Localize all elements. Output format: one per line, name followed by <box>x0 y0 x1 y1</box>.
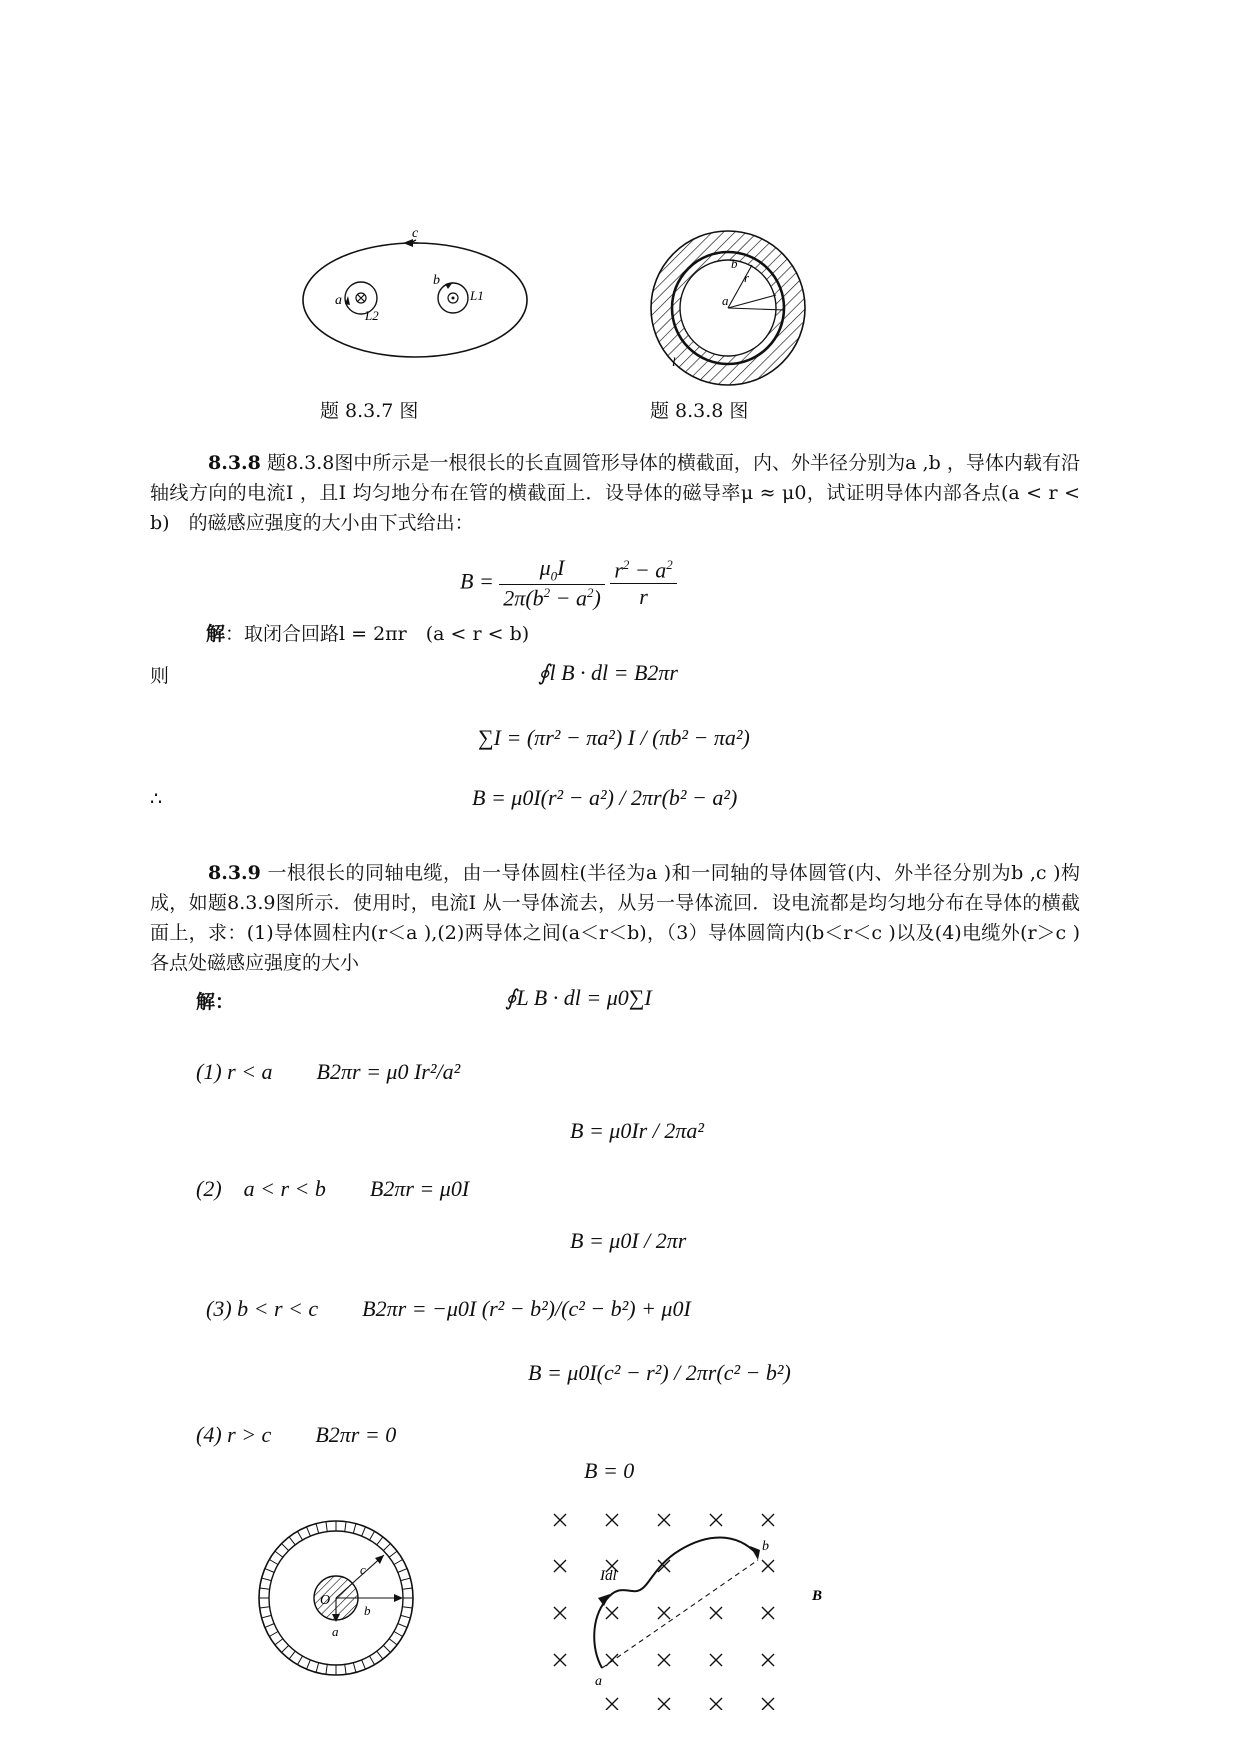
tube-hatch-tick <box>316 1663 319 1673</box>
label-l: l <box>672 354 676 369</box>
field-cross-mark <box>606 1607 618 1619</box>
problem-number: 8.3.9 <box>208 862 261 884</box>
label-b: b <box>731 256 738 271</box>
equation-B-result: B = μ0I(r² − a²) / 2πr(b² − a²) <box>472 785 738 810</box>
field-cross-mark <box>554 1514 566 1526</box>
tube-hatch-tick <box>370 1531 375 1540</box>
label-b: b <box>433 273 440 288</box>
tube-hatch-tick <box>353 1524 356 1534</box>
field-cross-mark <box>606 1698 618 1710</box>
formula-given-B: B = $\frac{\mu_0I}{2\pi(b^2 - a^2)}$ $\frac{r^2 - a^2}{r}$ <box>460 555 677 612</box>
tube-hatch-tick <box>282 1645 289 1652</box>
label-O: O <box>320 1593 331 1608</box>
tube-hatch-tick <box>289 1537 295 1545</box>
label-L1: L1 <box>470 288 484 303</box>
field-cross-mark <box>710 1654 722 1666</box>
tube-hatch-tick <box>389 1551 397 1557</box>
tube-hatch-tick <box>289 1651 295 1659</box>
tube-hatch-tick <box>383 1544 390 1551</box>
label-a: a <box>595 1674 602 1689</box>
tube-hatch-tick <box>402 1588 412 1589</box>
solution-8-3-8: 解：取闭合回路l = 2πr (a < r < b) <box>206 623 530 645</box>
field-cross-mark <box>554 1560 566 1572</box>
tube-hatch-tick <box>401 1615 411 1618</box>
tube-hatch-tick <box>394 1632 403 1637</box>
field-cross-mark <box>658 1654 670 1666</box>
figure-8-3-9 <box>256 1518 416 1678</box>
tube-hatch-tick <box>275 1639 283 1645</box>
label-Idl: Idl <box>600 1568 617 1584</box>
equation-ampere-law: ∮L B · dl = μ0∑I <box>505 985 652 1010</box>
field-cross-mark <box>658 1514 670 1526</box>
tube-hatch-tick <box>383 1645 390 1652</box>
field-cross-mark <box>762 1607 774 1619</box>
field-cross-mark <box>710 1607 722 1619</box>
tube-hatch-tick <box>402 1607 412 1608</box>
field-cross-mark <box>710 1698 722 1710</box>
field-cross-mark <box>554 1607 566 1619</box>
field-cross-mark <box>762 1560 774 1572</box>
case-2: (2) a < r < b B2πr = μ0I <box>196 1176 470 1201</box>
label-a: a <box>332 1624 339 1639</box>
tube-hatch-tick <box>269 1560 278 1565</box>
label-r: r <box>744 270 750 285</box>
tube-hatch-tick <box>262 1615 272 1618</box>
tube-hatch-tick <box>307 1660 311 1669</box>
field-cross-mark <box>762 1698 774 1710</box>
tube-hatch-tick <box>401 1578 411 1581</box>
case-3: (3) b < r < c B2πr = −μ0I (r² − b²)/(c² − b²) + μ0I <box>206 1296 691 1321</box>
tube-hatch-tick <box>269 1632 278 1637</box>
problem-number: 8.3.8 <box>208 452 261 474</box>
label-c: c <box>412 230 419 241</box>
tube-hatch-tick <box>398 1569 407 1573</box>
label-a: a <box>722 293 729 308</box>
tube-hatch-tick <box>398 1624 407 1628</box>
caption-fig-8-3-8: 题 8.3.8 图 <box>650 400 749 422</box>
solution-8-3-9-label: 解： <box>196 991 235 1013</box>
tube-hatch-tick <box>275 1551 283 1557</box>
figure-8-3-8 <box>648 228 808 388</box>
tube-hatch-tick <box>265 1569 274 1573</box>
field-cross-mark <box>710 1514 722 1526</box>
problem-8-3-9-text <box>150 858 1080 978</box>
tube-hatch-tick <box>362 1660 366 1669</box>
tube-hatch-tick <box>389 1639 397 1645</box>
field-cross-mark <box>658 1698 670 1710</box>
field-cross-mark <box>658 1607 670 1619</box>
problem-statement: 题8.3.8图中所示是一根很长的长直圆管形导体的横截面，内、外半径分别为a ,b ，导体内载有沿轴线方向的电流I ，且I 均匀地分布在管的横截面上．设导体的磁导率μ ≈ μ0，试证明导体内部各点(a < r < b) 的磁感应强度的大小由下式给出： <box>150 452 1080 534</box>
tube-hatch-tick <box>326 1664 327 1674</box>
field-cross-mark <box>606 1654 618 1666</box>
case-1-result: B = μ0Ir / 2πa² <box>570 1118 704 1143</box>
label-b: b <box>364 1603 371 1618</box>
tube-hatch-tick <box>262 1578 272 1581</box>
tube-hatch-tick <box>345 1522 346 1532</box>
label-c: c <box>360 1562 366 1577</box>
tube-hatch-tick <box>353 1663 356 1673</box>
tube-hatch-tick <box>260 1607 270 1608</box>
case-4-result: B = 0 <box>584 1458 635 1483</box>
tube-hatch-tick <box>326 1522 327 1532</box>
tube-hatch-tick <box>260 1588 270 1589</box>
case-3-result: B = μ0I(c² − r²) / 2πr(c² − b²) <box>528 1360 791 1385</box>
case-2-result: B = μ0I / 2πr <box>570 1228 687 1253</box>
equation-sum-current: ∑I = (πr² − πa²) I / (πb² − πa²) <box>478 725 750 750</box>
figure-field-wire <box>540 1500 840 1710</box>
case-1: (1) r < a B2πr = μ0 Ir²/a² <box>196 1059 461 1084</box>
tube-hatch-tick <box>370 1656 375 1665</box>
label-a: a <box>335 293 342 308</box>
tube-hatch-tick <box>362 1527 366 1536</box>
field-cross-mark <box>762 1514 774 1526</box>
field-cross-mark <box>762 1654 774 1666</box>
tube-hatch-tick <box>316 1524 319 1534</box>
tube-hatch-tick <box>282 1544 289 1551</box>
label-B: B <box>812 1588 823 1604</box>
field-cross-mark <box>554 1654 566 1666</box>
tube-hatch-tick <box>394 1560 403 1565</box>
equation-line-integral: ∮l B · dl = B2πr <box>538 660 678 685</box>
tube-hatch-tick <box>377 1651 383 1659</box>
tube-hatch-tick <box>377 1537 383 1545</box>
tube-hatch-tick <box>265 1624 274 1628</box>
word-then: 则 <box>150 665 170 687</box>
label-L2: L2 <box>365 308 379 323</box>
case-4: (4) r > c B2πr = 0 <box>196 1422 397 1447</box>
label-b: b <box>762 1539 769 1554</box>
tube-hatch-tick <box>345 1664 346 1674</box>
tube-hatch-tick <box>298 1656 303 1665</box>
tube-hatch-tick <box>307 1527 311 1536</box>
symbol-therefore: ∴ <box>150 788 163 810</box>
field-cross-mark <box>606 1514 618 1526</box>
problem-8-3-8-text <box>150 448 1080 538</box>
figure-8-3-7 <box>300 230 530 360</box>
tube-hatch-tick <box>298 1531 303 1540</box>
caption-fig-8-3-7: 题 8.3.7 图 <box>320 400 419 422</box>
problem-statement: 一根很长的同轴电缆，由一导体圆柱(半径为a )和一同轴的导体圆管(内、外半径分别为b ,c )构成，如题8.3.9图所示．使用时，电流I 从一导体流去，从另一导体流回．设电流都是均匀地分布在导体的横截面上，求：(1)导体圆柱内(r＜a ),(2)两导体之间(a＜r＜b)，（3）导体圆筒内(b＜r＜c )以及(4)电缆外(r＞c )各点处磁感应强度的大小 <box>150 862 1080 974</box>
